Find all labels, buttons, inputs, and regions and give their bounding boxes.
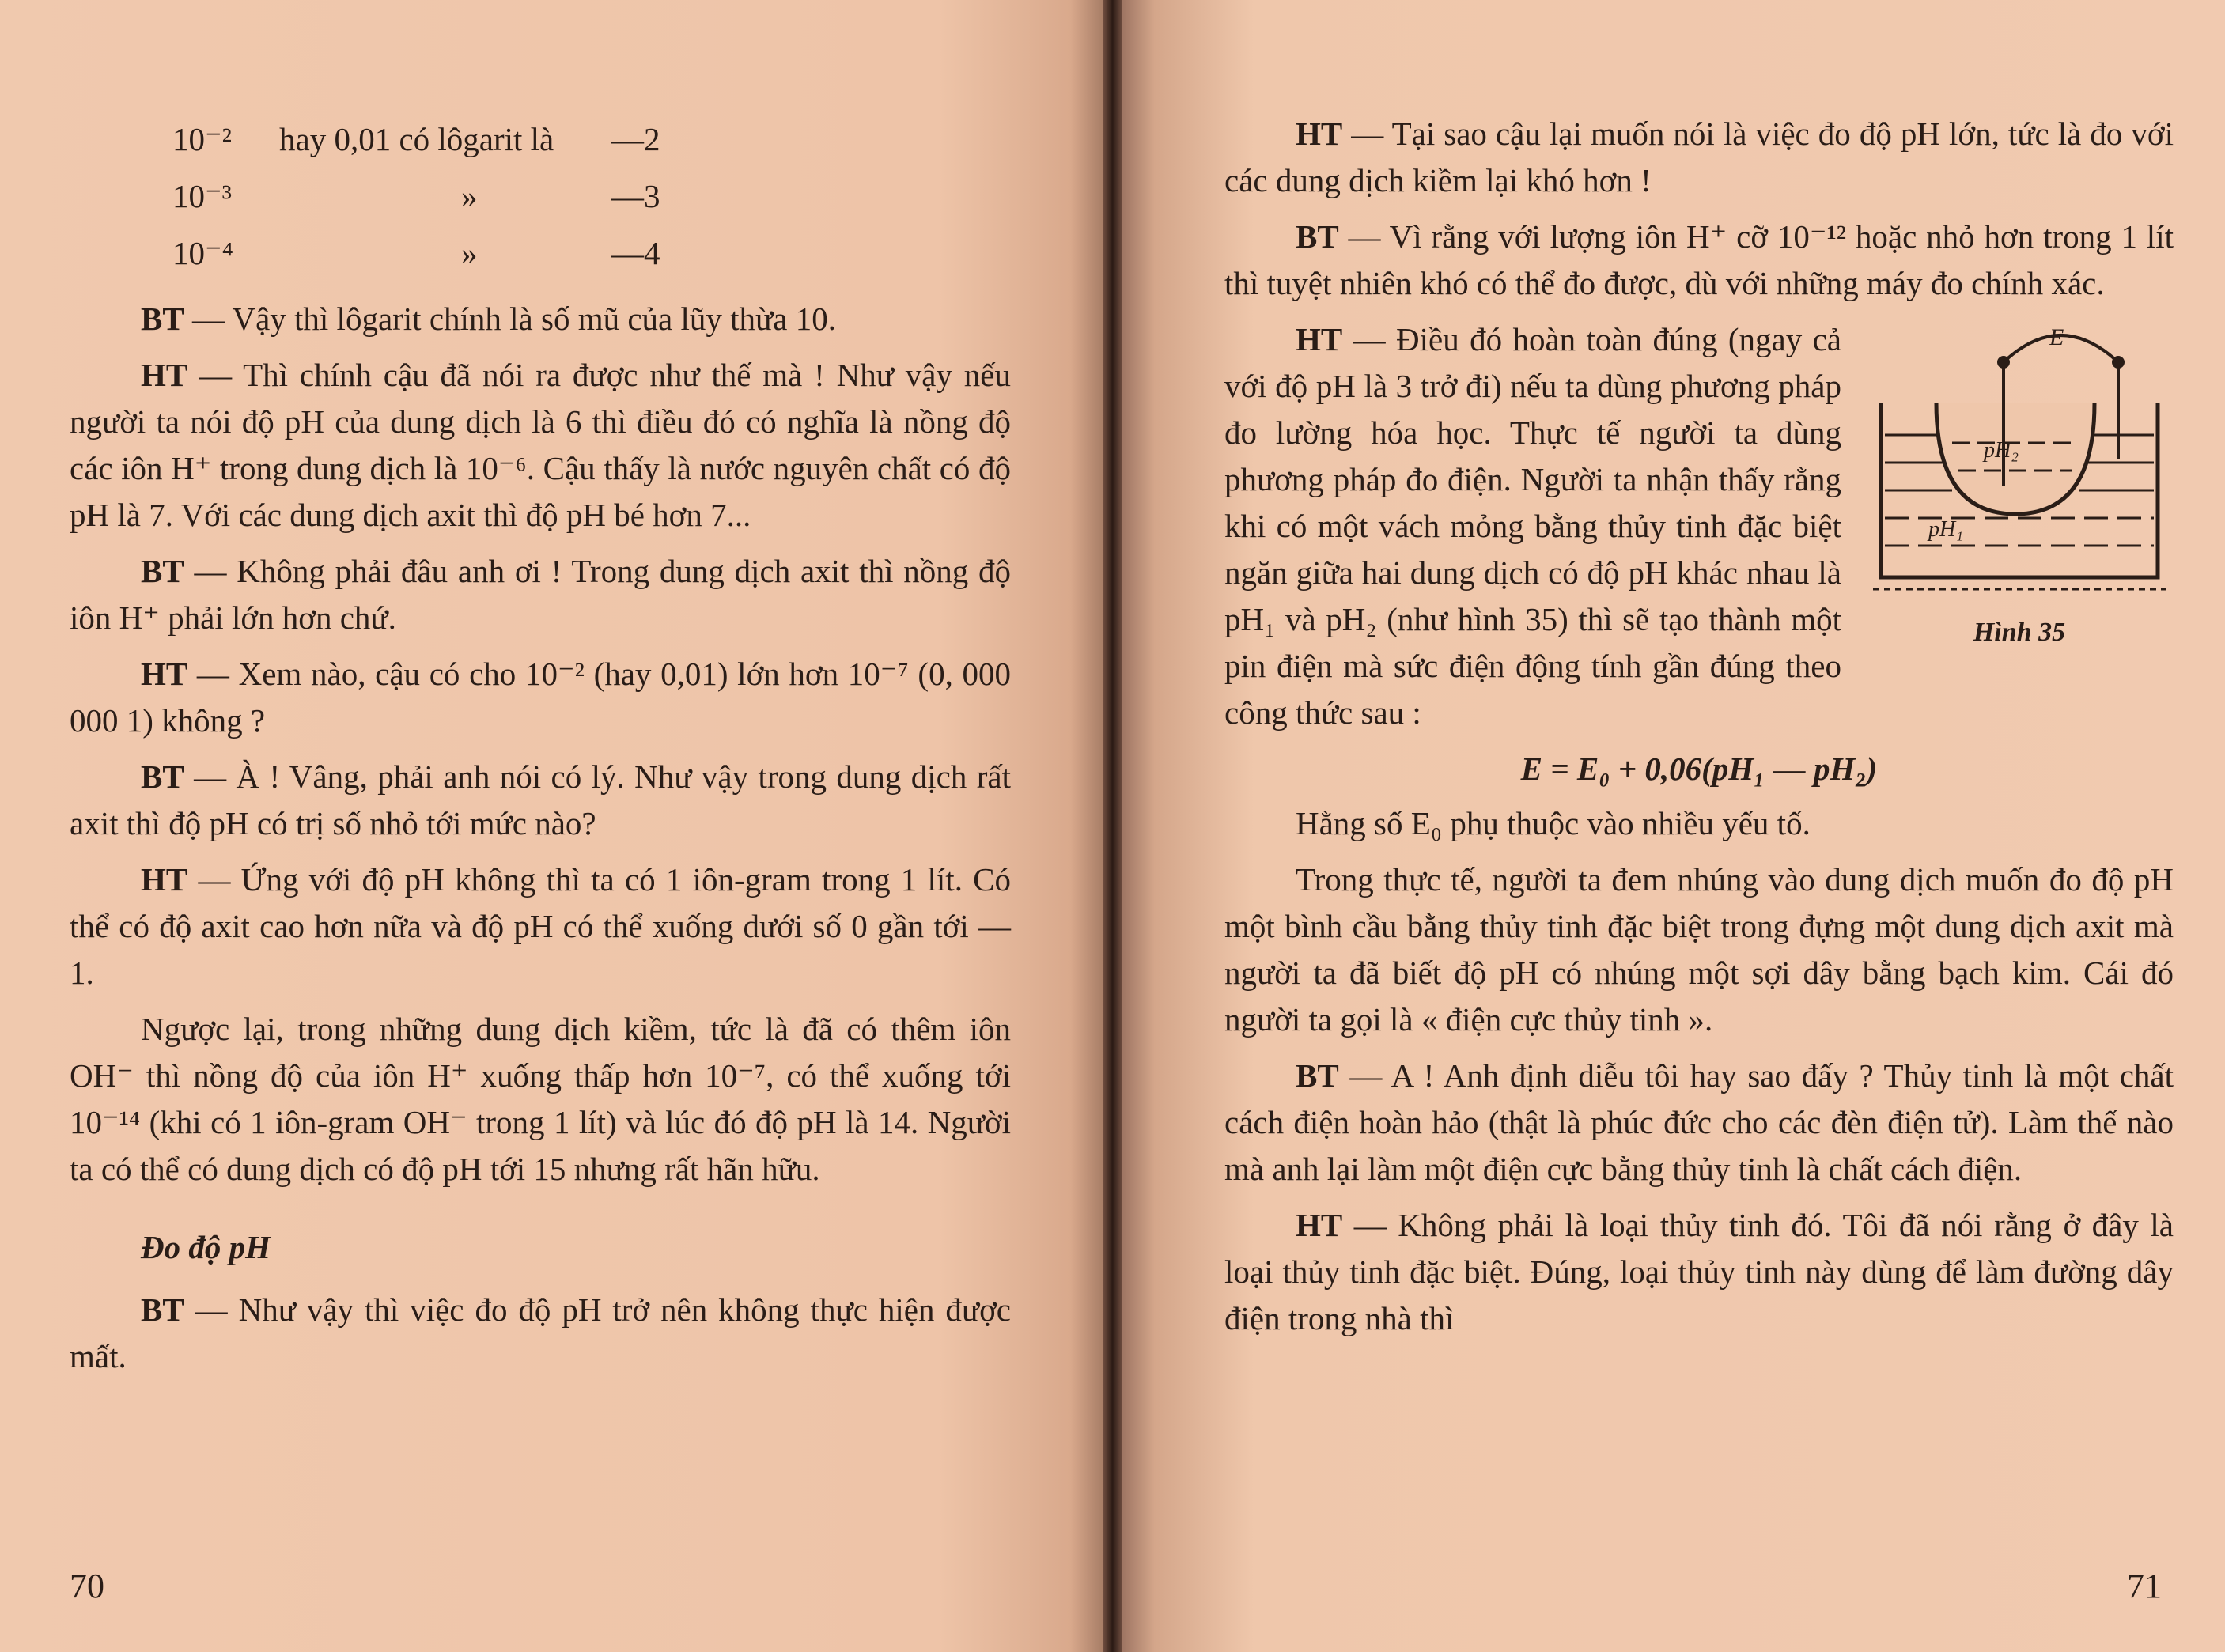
speaker-label: HT bbox=[141, 861, 188, 898]
dialogue-paragraph bbox=[1224, 1053, 2174, 1193]
right-text-column bbox=[1224, 111, 2174, 1351]
dialogue-paragraph bbox=[70, 856, 1011, 996]
paragraph-text: — Vì rằng với lượng iôn H⁺ cỡ 10⁻¹² hoặc nhỏ hơn trong 1 lít thì tuyệt nhiên khó có thể đo được, dù với những máy đo chính xác. bbox=[1224, 218, 2174, 301]
speaker-label: HT bbox=[141, 656, 188, 692]
power-row bbox=[172, 225, 1011, 282]
speaker-label: BT bbox=[1296, 1057, 1339, 1094]
body-paragraph: Hằng số E₀ phụ thuộc vào nhiều yếu tố. bbox=[1296, 805, 1811, 841]
paragraph-text: — Ứng với độ pH không thì ta có 1 iôn-gram trong 1 lít. Có thể có độ axit cao hơn nữa và độ pH có thể xuống dưới số 0 gần tới — 1. bbox=[70, 861, 1011, 991]
speaker-label: HT bbox=[1296, 115, 1343, 152]
electrode-diagram bbox=[1865, 316, 2174, 601]
speaker-label: BT bbox=[1296, 218, 1339, 255]
power-row bbox=[172, 111, 1011, 168]
paragraph-text: — Điều đó hoàn toàn đúng (ngay cả với độ pH là 3 trở đi) nếu ta dùng phương pháp đo lường hóa học. Thực tế người ta dùng phương pháp đo điện. Người ta nhận thấy rằng khi có một vách mỏng bằng thủy tinh đặc biệt ngăn giữa hai dung dịch có độ pH khác nhau là pH₁ và pH₂ (như hình 35) thì sẽ tạo thành một pin điện mà sức điện động tính gần đúng theo công thức sau : bbox=[1224, 321, 1841, 731]
body-paragraph: Trong thực tế, người ta đem nhúng vào dung dịch muốn đo độ pH một bình cầu bằng thủy tinh đặc biệt trong đựng một dung dịch axit mà người ta đã biết độ pH có nhúng một sợi dây bằng bạch kim. Cái đó người ta gọi là « điện cực thủy tinh ». bbox=[1224, 861, 2174, 1038]
figure-caption: Hình 35 bbox=[1973, 618, 2066, 647]
dialogue-paragraph bbox=[70, 548, 1011, 641]
power-row bbox=[172, 168, 1011, 225]
speaker-label: BT bbox=[141, 1291, 184, 1328]
dialogue-paragraph bbox=[1224, 214, 2174, 307]
paragraph-text: — Không phải đâu anh ơi ! Trong dung dịch axit thì nồng độ iôn H⁺ phải lớn hơn chứ. bbox=[70, 553, 1011, 636]
left-text-column bbox=[70, 111, 1011, 1389]
paragraph-text: — Vậy thì lôgarit chính là số mũ của lũy thừa 10. bbox=[184, 301, 836, 337]
left-page bbox=[0, 0, 1103, 1652]
dialogue-paragraph bbox=[70, 296, 1011, 342]
log-value: —4 bbox=[611, 234, 660, 271]
figure-35 bbox=[1865, 316, 2174, 656]
book-gutter bbox=[1103, 0, 1122, 1652]
power-table bbox=[172, 111, 1011, 282]
speaker-label: BT bbox=[141, 758, 184, 795]
label-e: E bbox=[2049, 324, 2064, 350]
dialogue-paragraph bbox=[70, 651, 1011, 744]
power-label: » bbox=[461, 177, 478, 214]
paragraph-text: — A ! Anh định diễu tôi hay sao đấy ? Thủy tinh là một chất cách điện hoàn hảo (thật là phúc đức cho các đèn điện tử). Làm thế nào mà anh lại làm một điện cực bằng thủy tinh là chất cách điện. bbox=[1224, 1057, 2174, 1187]
label-ph1: pH₁ bbox=[1928, 517, 1963, 542]
paragraph-text: — Tại sao cậu lại muốn nói là việc đo độ pH lớn, tức là đo với các dung dịch kiềm lại khó hơn ! bbox=[1224, 115, 2174, 198]
label-ph2: pH₂ bbox=[1984, 438, 2019, 463]
paragraph-text: — Thì chính cậu đã nói ra được như thế mà ! Như vậy nếu người ta nói độ pH của dung dịch là 6 thì điều đó có nghĩa là nồng độ các iôn H⁺ trong dung dịch là 10⁻⁶. Cậu thấy là nước nguyên chất có độ pH là 7. Với các dung dịch axit thì độ pH bé hơn 7... bbox=[70, 357, 1011, 533]
dialogue-paragraph bbox=[1224, 1202, 2174, 1342]
speaker-label: HT bbox=[141, 357, 188, 393]
power-label: hay 0,01 có lôgarit là bbox=[279, 120, 554, 157]
power-value: 10⁻² bbox=[172, 120, 232, 157]
paragraph-text: — Xem nào, cậu có cho 10⁻² (hay 0,01) lớn hơn 10⁻⁷ (0, 000 000 1) không ? bbox=[70, 656, 1011, 739]
dialogue-paragraph bbox=[1224, 111, 2174, 204]
dialogue-paragraph bbox=[70, 352, 1011, 539]
power-value: 10⁻³ bbox=[172, 177, 232, 214]
dialogue-paragraph bbox=[70, 754, 1011, 847]
dialogue-paragraph bbox=[70, 1287, 1011, 1380]
formula: E = E₀ + 0,06(pH₁ — pH₂) bbox=[1520, 750, 1878, 787]
page-number: 70 bbox=[70, 1567, 104, 1605]
power-value: 10⁻⁴ bbox=[172, 234, 233, 271]
page-number: 71 bbox=[2127, 1567, 2162, 1605]
speaker-label: BT bbox=[141, 301, 184, 337]
log-value: —2 bbox=[611, 120, 660, 157]
section-title: Đo độ pH bbox=[141, 1229, 271, 1265]
log-value: —3 bbox=[611, 177, 660, 214]
speaker-label: HT bbox=[1296, 1207, 1343, 1243]
body-paragraph: Ngược lại, trong những dung dịch kiềm, tức là đã có thêm iôn OH⁻ thì nồng độ của iôn H⁺ xuống thấp hơn 10⁻⁷, có thể xuống tới 10⁻¹⁴ (khi có 1 iôn-gram OH⁻ trong 1 lít) và lúc đó độ pH là 14. Người ta có thể có dung dịch có độ pH tới 15 nhưng rất hãn hữu. bbox=[70, 1011, 1011, 1187]
paragraph-text: — Như vậy thì việc đo độ pH trở nên không thực hiện được mất. bbox=[70, 1291, 1011, 1374]
paragraph-text: — À ! Vâng, phải anh nói có lý. Như vậy trong dung dịch rất axit thì độ pH có trị số nhỏ tới mức nào? bbox=[70, 758, 1011, 841]
power-label: » bbox=[461, 234, 478, 271]
right-page bbox=[1122, 0, 2225, 1652]
speaker-label: HT bbox=[1296, 321, 1343, 357]
paragraph-text: — Không phải là loại thủy tinh đó. Tôi đã nói rằng ở đây là loại thủy tinh đặc biệt. Đúng, loại thủy tinh này dùng để làm đường dây điện trong nhà thì bbox=[1224, 1207, 2174, 1336]
speaker-label: BT bbox=[141, 553, 184, 589]
